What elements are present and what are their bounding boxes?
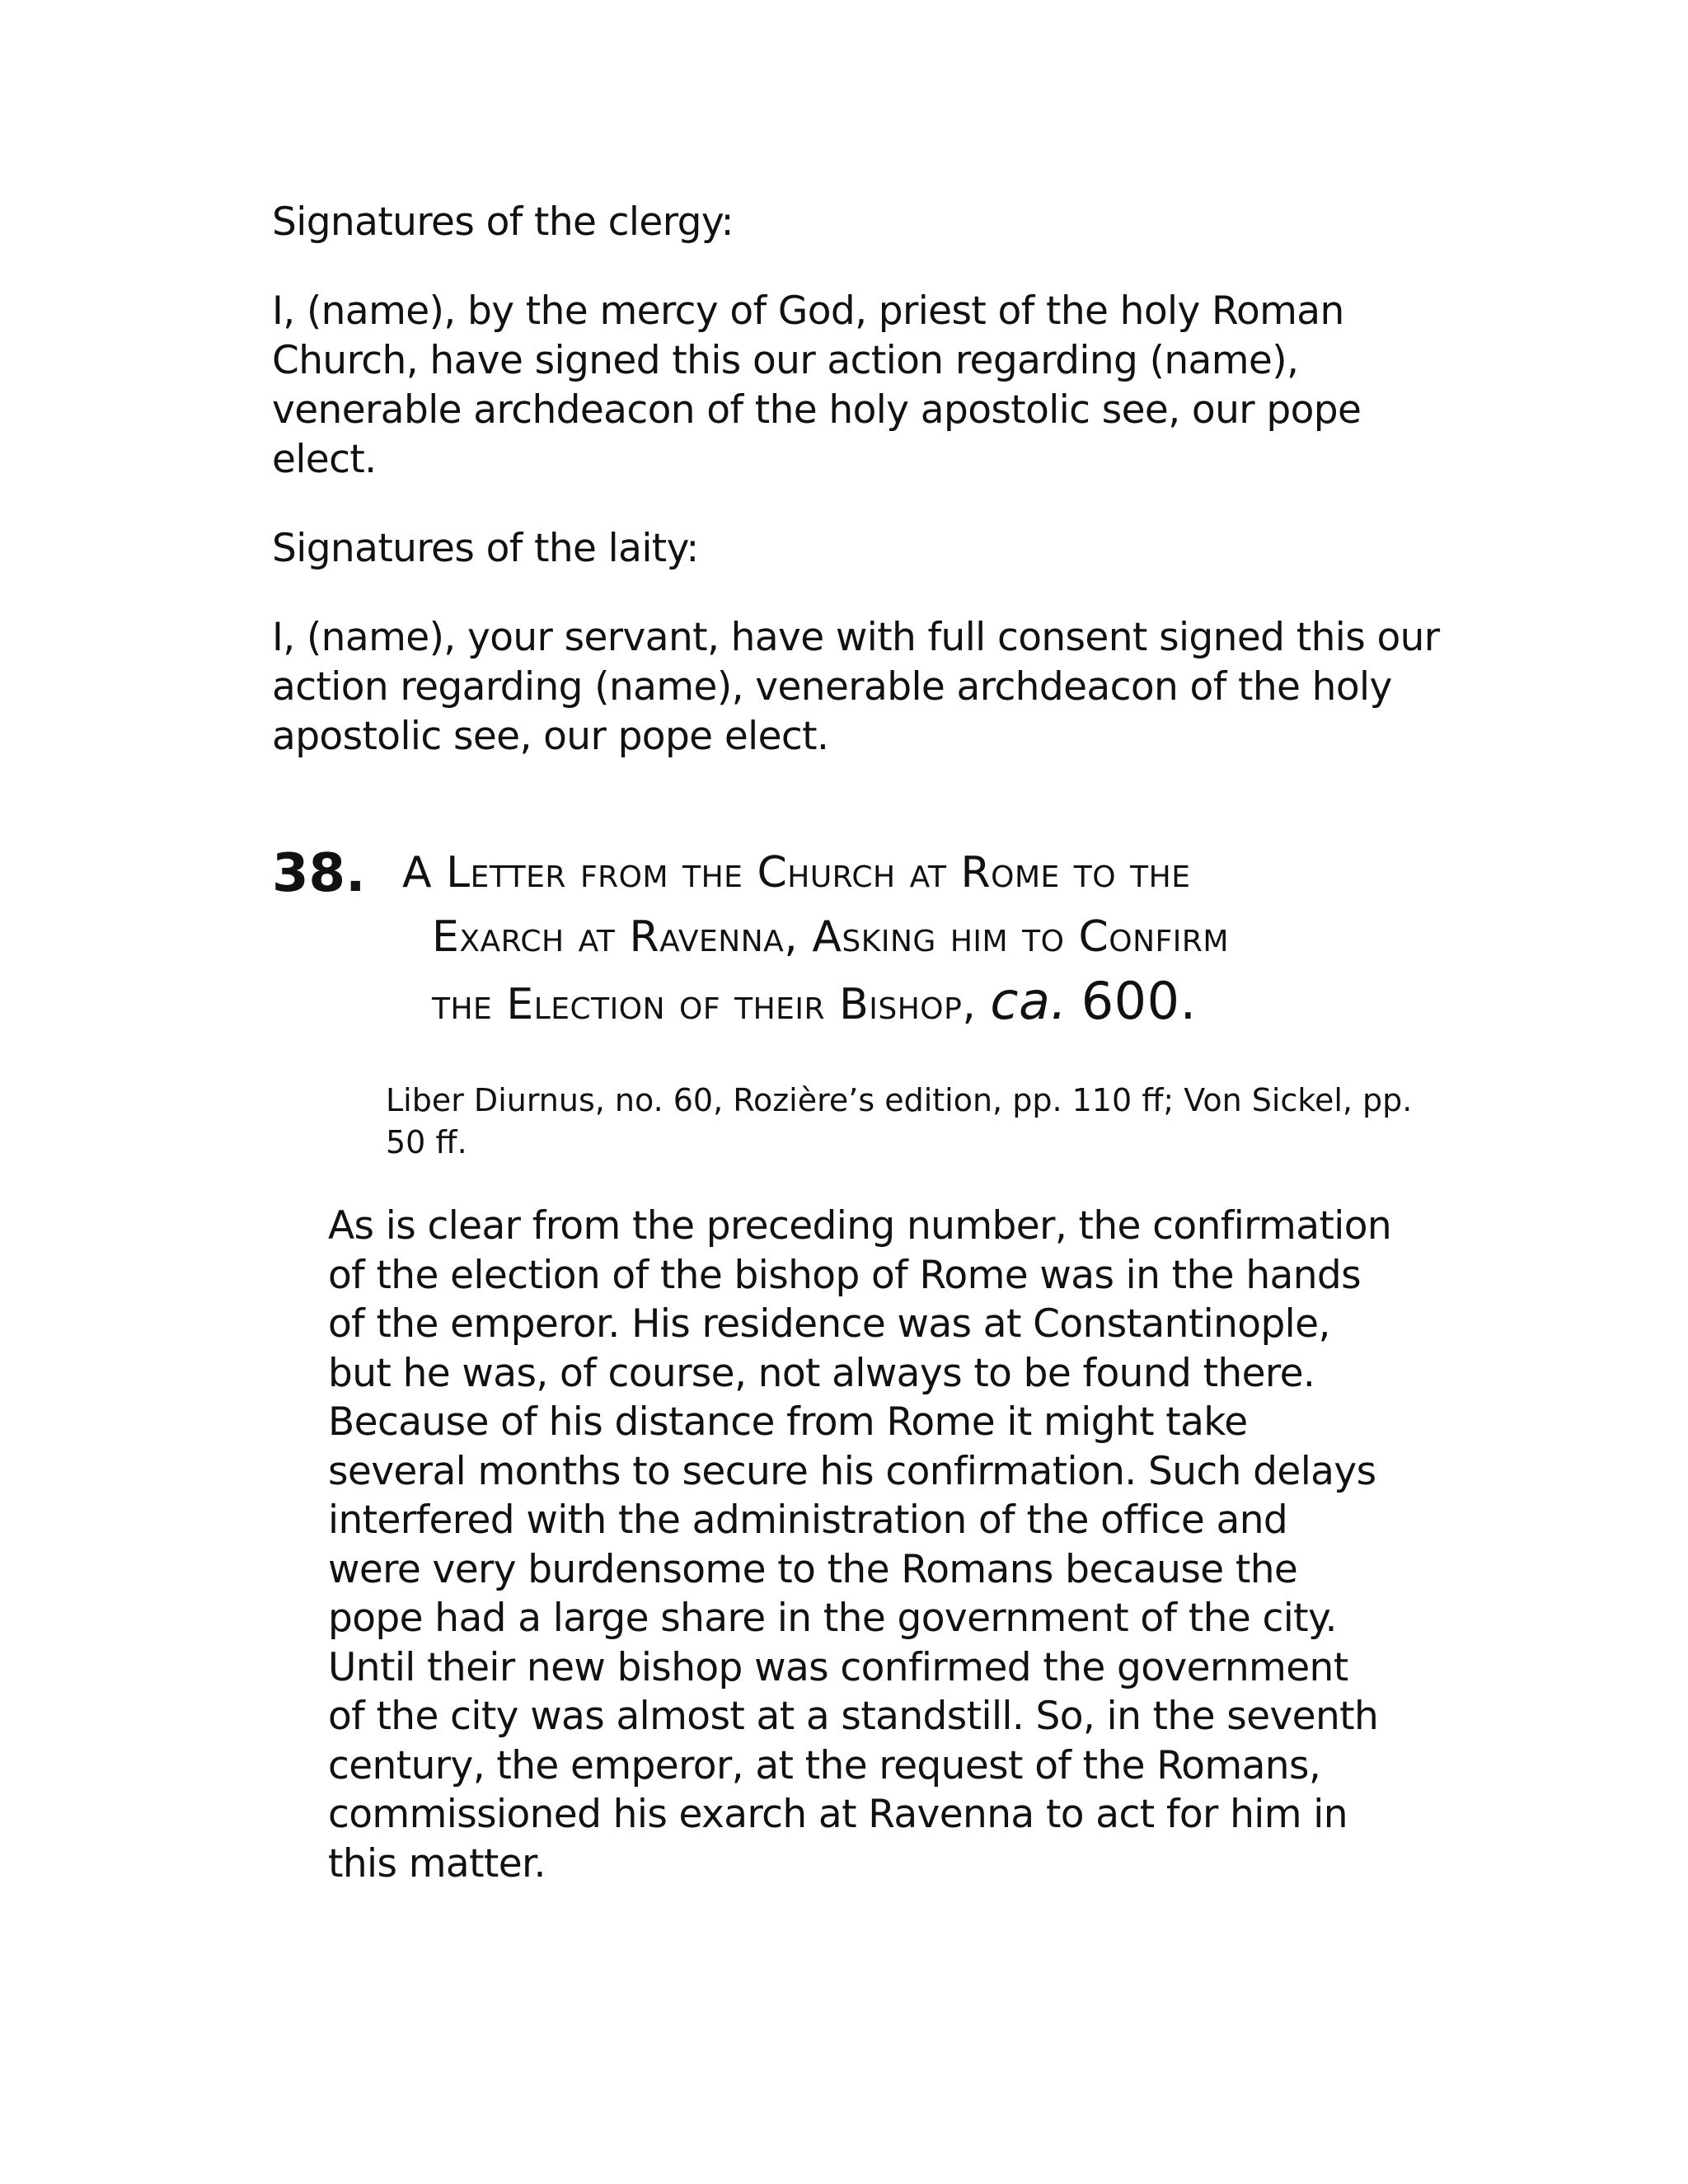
section-title-line-3-text: the Election of their Bishop, [432, 980, 977, 1029]
section-title-circa: ca. [990, 971, 1067, 1031]
section-title-line-1: A Letter from the Church at Rome to the [402, 848, 1191, 898]
section-title-year: 600. [1081, 971, 1197, 1031]
source-citation: Liber Diurnus, no. 60, Rozière’s edition, pp. 110 ff; Von Sickel, pp. 50 ff. [386, 1082, 1413, 1160]
laity-signature-text: I, (name), your servant, have with full consent signed this our action regarding (name), venerable archdeacon of the holy apostolic see, our pope elect. [272, 615, 1440, 759]
clergy-signature-text: I, (name), by the mercy of God, priest of the holy Roman Church, have signed this our action regarding (name), venerable archdeacon of the holy apostolic see, our pope elect. [272, 288, 1362, 482]
section-title-line-2: Exarch at Ravenna, Asking him to Confirm [432, 912, 1229, 962]
section-number: 38. [272, 843, 366, 904]
section-title-line-3 [402, 969, 1474, 1037]
clergy-signatures-heading: Signatures of the clergy: [272, 199, 734, 245]
section-title [402, 841, 1474, 1037]
introductory-paragraph: As is clear from the preceding number, the confirmation of the election of the bishop of Rome was in the hands of the emperor. His residence was at Constantinople, but he was, of course, not always to be found there. Because of his distance from Rome it might take several months to secure his confirmation. Such delays interfered with the administration of the office and were very burdensome to the Romans because the pope had a large share in the government of the city. Until their new bishop was confirmed the government of the city was almost at a standstill. So, in the seventh century, the emperor, at the request of the Romans, commissioned his exarch at Ravenna to act for him in this matter. [328, 1203, 1392, 1886]
laity-signatures-heading: Signatures of the laity: [272, 526, 699, 571]
